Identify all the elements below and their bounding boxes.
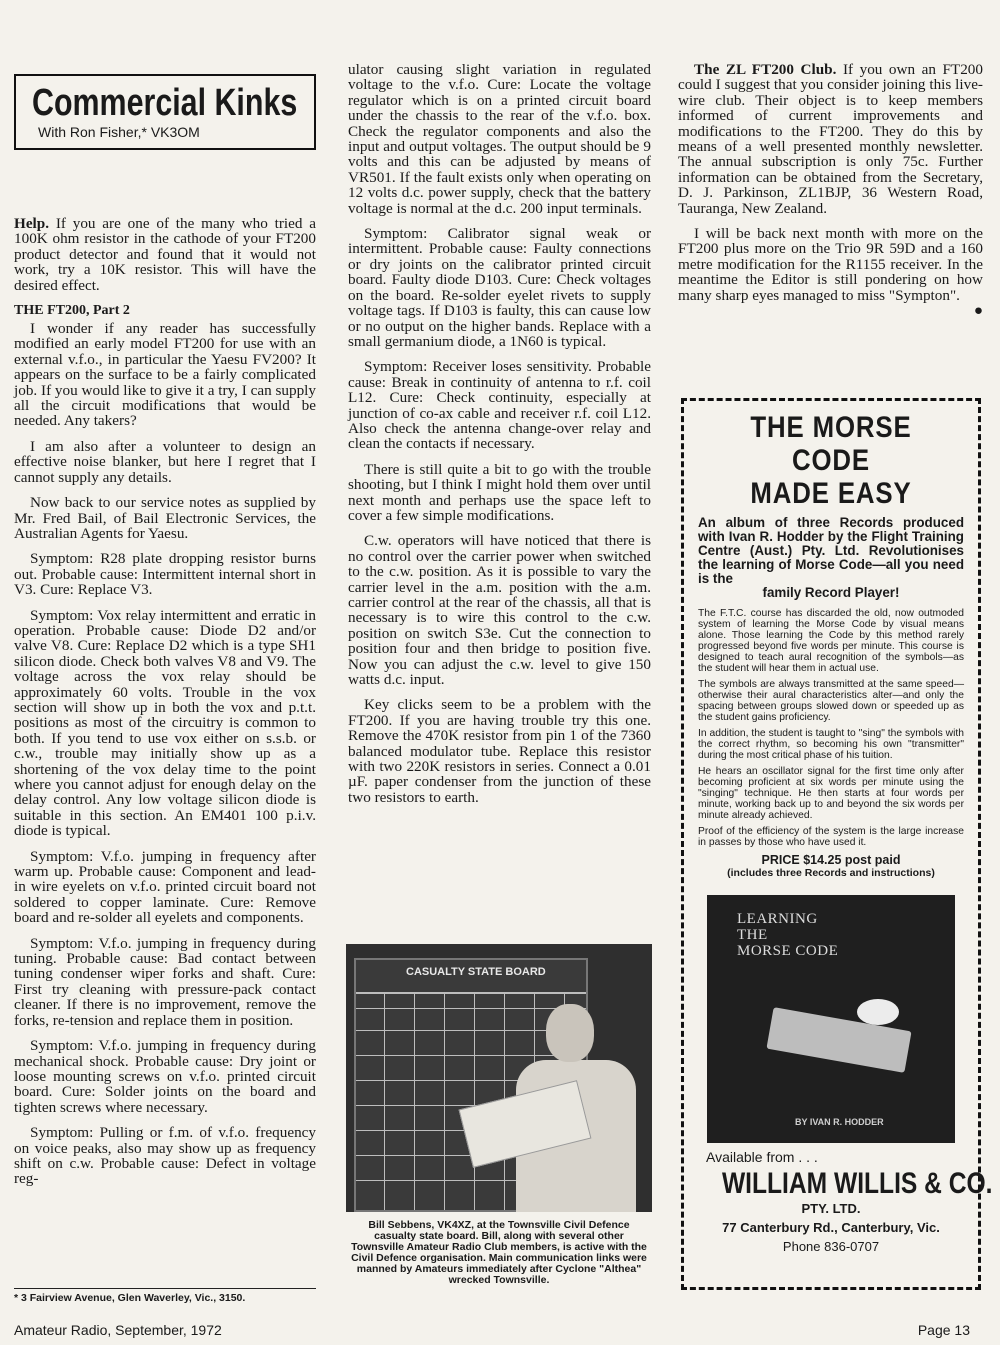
ad-headline-1: THE MORSE CODE [750,411,912,477]
ad-paragraph: Proof of the efficiency of the system is the large increase in passes by those who have used it. [698,826,964,848]
record-album-cover [707,895,955,1143]
record-title-line: MORSE CODE [737,943,839,959]
page-title: Commercial Kinks [32,82,298,124]
closing-text: I will be back next month with more on the FT200 plus more on the Trio 9R 59D and a 160 metre modification for the R1155 receiver. In the meantime the Editor is still pondering on how many sharp eyes managed to miss "Sympton". [678,225,983,304]
paragraph: Symptom: V.f.o. jumping in frequency during tuning. Probable cause: Bad contact between tuning condenser wiper forks and shaft. Cure: First try cleaning with pressure-pack contact cleaner. If there is no improvement, remove the forks, re-tension and replace them in position. [14,934,316,1029]
paragraph: Symptom: R28 plate dropping resistor burns out. Probable cause: Intermittent internal short in V3. Cure: Replace V3. [14,550,316,599]
ad-price: PRICE $14.25 post paid [761,853,901,867]
paragraph: Symptom: Receiver loses sensitivity. Probable cause: Break in continuity of antenna to r.f. coil L12. Cure: Check continuity, especially at junction of co-ax cable and receiver r.f. coil L12. Also check the antenna change-over relay and clean the contacts if necessary. [348,358,651,453]
paragraph: I am also after a volunteer to design an effective noise blanker, but here I regret that I cannot supply any details. [14,437,316,486]
footer-publication: Amateur Radio, September, 1972 [14,1322,222,1338]
club-lead: The ZL FT200 Club. [694,61,837,78]
company-suffix: PTY. LTD. [801,1201,861,1216]
paragraph: C.w. operators will have noticed that there is no control over the carrier power when switched to the c.w. position. As it is possible to vary the carrier level in the a.m. position with the a.m. carrier control at the rear of the chassis, all that is necessary is to wire this control to the c.w. position on switch S3e. Cut the connection to position four and then bridge to position five. Now you can adjust the c.w. level to give 150 watts d.c. input. [348,532,651,689]
ad-subhead-tail: family Record Player! [762,585,900,600]
paragraph: I wonder if any reader has successfully modified an early model FT200 for use with an external v.f.o., in particular the Yaesu FV200? It appears on the surface to be a fairly complicated job. If you would like to give it a try, I can supply all the circuit modifications that would be needed. Any takers? [14,320,316,430]
record-title-line: LEARNING [737,911,818,927]
company-address: 77 Canterbury Rd., Canterbury, Vic. [722,1220,940,1235]
ad-subhead [698,516,964,600]
ad-paragraph: The symbols are always transmitted at the same speed—otherwise their aural characteristics alter—and only the spacing between groups slowed down or speeded up as the student gains proficiency. [698,679,964,723]
record-author: BY IVAN R. HODDER [795,1117,884,1127]
column-1 [14,62,316,1197]
ad-paragraph: In addition, the student is taught to "sing" the symbols with the correct rhythm, so becoming his own "transmitter" during the most critical phase of his tuition. [698,728,964,761]
photo-caption: Bill Sebbens, VK4XZ, at the Townsville Civil Defence casualty state board. Bill, along with several other Townsville Amateur Radio Club members, is active with the Civil Defence organisation. Main communication links were manned by Amateurs immediately after Cyclone "Althea" wrecked Townsville. [351,1219,647,1286]
paragraph: Symptom: Vox relay intermittent and erratic in operation. Probable cause: Diode D2 and/or valve V8. Cure: Replace D2 which is a type SH1 silicon diode. Check both valves V8 and V9. The voltage across the vox relay should be approximately 60 volts. Trouble in the vox section will show up in both the vox and p.t.t. positions as most of the circuitry is common to both. If you tend to use vox either on s.s.b. or c.w., trouble may initially show up as a shortening of the vox delay time to the point where you cannot adjust for enough delay on the delay control. Any low voltage silicon diode is suitable in this section. An EM401 100 p.i.v. diode is typical. [14,606,316,840]
ad-paragraph: He hears an oscillator signal for the first time only after becoming proficient at six words per minute using the "singing" technique. He then starts at four words per minute, working back up to and beyond the six words per minute already achieved. [698,766,964,821]
paragraph: There is still quite a bit to go with the trouble shooting, but I think I might hold them over until next month and perhaps use the space left to cover a few simple modifications. [348,460,651,524]
record-title-line: THE [737,927,768,943]
casualty-board-photo [346,944,652,1212]
paragraph [678,225,983,320]
board-title: CASUALTY STATE BOARD [406,966,546,978]
help-text: If you are one of the many who tried a 100K ohm resistor in the cathode of your FT200 product detector and found that it would not work, try a 10K resistor. This will have the desired effect. [14,215,316,294]
club-text: If you own an FT200 could I suggest that you consider joining this live-wire club. Their object is to keep members informed of current improvements and modifications to the FT200. They do this by means of a well presented monthly newsletter. The annual subscription is only 75c. Further information can be obtained from the Secretary, D. J. Parkinson, ZL1BJP, 36 Western Road, Tauranga, New Zealand. [678,61,983,217]
help-paragraph [14,216,316,293]
person-head [546,1004,594,1062]
paragraph: Symptom: Pulling or f.m. of v.f.o. frequency on voice peaks, also may show up as frequency shift on c.w. Probable cause: Defect in voltage reg- [14,1124,316,1188]
morse-code-advert [681,398,993,1290]
paragraph: Key clicks seem to be a problem with the FT200. If you are having trouble try this one. Remove the 470K resistor from pin 1 of the 7360 balanced modulator tube. Replace this resistor with two 220K resistors in series. Connect a 0.01 µF. paper condenser from the junction of these two resistors to earth. [348,696,651,806]
ad-headline-2: MADE EASY [750,477,912,510]
column-3 [678,62,983,319]
footnote: * 3 Fairview Avenue, Glen Waverley, Vic., 3150. [14,1288,316,1304]
byline: With Ron Fisher,* VK3OM [38,124,200,140]
end-mark: ● [973,302,983,320]
paragraph: Symptom: V.f.o. jumping in frequency during mechanical shock. Probable cause: Dry joint or loose mounting screws on v.f.o. printed circuit board. Cure: Solder joints on the board and tighten screws where necessary. [14,1037,316,1116]
paragraph: ulator causing slight variation in regulated voltage to the v.f.o. Cure: Locate the voltage regulator which is on a printed circuit board under the chassis to the rear of the v.f.o. box. Check the regulator components and also the input and output voltages. The output should be 9 volts and this can be adjusted by means of VR501. If the fault exists only when operating on 12 volts d.c. power supply, check that the battery voltage is normal at the d.c. 200 input terminals. [348,61,651,217]
club-paragraph [678,62,983,216]
section-heading: THE FT200, Part 2 [14,303,130,319]
column-2 [348,62,651,815]
company-phone: Phone 836-0707 [782,1239,880,1254]
ad-subhead-text: An album of three Records produced with Ivan R. Hodder by the Flight Training Centre (Aust.) Pty. Ltd. Revolutionises the learning of Morse Code—all you need is the [698,515,964,586]
photo-block [346,944,652,1286]
paragraph: Now back to our service notes as supplied by Mr. Fred Bail, of Bail Electronic Services, the Australian Agents for Yaesu. [14,494,316,542]
title-box [14,74,316,150]
ad-price-note: (includes three Records and instructions) [727,867,935,879]
paragraph: Symptom: Calibrator signal weak or intermittent. Probable cause: Faulty connections or dry joints on the calibrator printed circuit board. Faulty diode D103. Cure: Check voltages on the board. Re-solder eyelet rivets to supply voltage tags. If D103 is faulty, this can cause low or no output on the higher bands. Replace with a small germanium diode, a 1N60 is typical. [348,225,651,350]
ad-body [698,608,964,848]
paragraph: Symptom: V.f.o. jumping in frequency after warm up. Probable cause: Component and lead-in wire eyelets on v.f.o. printed circuit board not soldered to copper laminate. Cure: Remove board and re-solder all eyelets and components. [14,847,316,927]
ad-paragraph: The F.T.C. course has discarded the old, now outmoded system of learning the Morse Code by visual means alone. Those learning the Code by this method rarely progressed beyond five words per minute. This course is designed to teach aural recognition of the symbols—as the student will hear them in actual use. [698,608,964,674]
morse-key-knob [857,999,899,1025]
help-lead: Help. [14,215,50,232]
record-title [737,911,838,959]
available-from: Available from . . . [706,1149,818,1165]
company-name: WILLIAM WILLIS & CO. [721,1167,993,1200]
footer-page-number: Page 13 [917,1322,970,1338]
